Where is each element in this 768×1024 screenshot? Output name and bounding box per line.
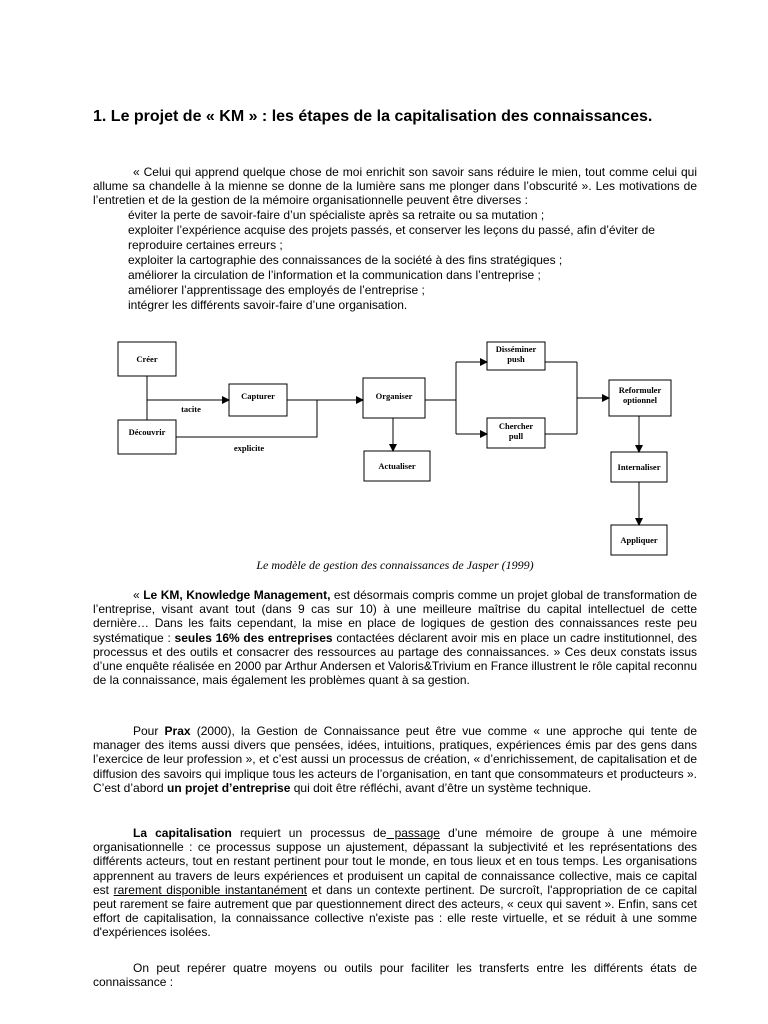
paragraph-capitalisation: [93, 826, 697, 940]
text: requiert un processus de: [231, 826, 387, 840]
intro-paragraph: [93, 165, 697, 208]
node-capturer: Capturer: [241, 391, 275, 401]
edge-label-tacite: tacite: [181, 404, 201, 414]
node-reformuler-1: Reformuler: [618, 385, 662, 395]
text: et dans un contexte pertinent. De surcroît, l'appropriation de ce capital peut rarement se faire autrement que par questionnement direct des acteurs, « ceux qui savent ». Enfin, sans cet effort de capitalisation, la connaissance collective n'existe pas : elle reste virtuelle, et se réduit à une somme d'expériences isolées.: [93, 882, 698, 940]
km-process-diagram: [93, 340, 697, 565]
node-decouvrir-box: [118, 420, 176, 454]
list-item: reproduire certaines erreurs ;: [128, 238, 283, 252]
node-disseminer-2: push: [507, 354, 525, 364]
text: Pour: [133, 724, 165, 738]
text: d’une mémoire de groupe à une mémoire organisationnelle : ce processus suppose un ajustement, dépassant la subjectivité et les représentations des différents acteurs, tout en restant pertinent pour tout le monde, en tous lieux et en tous temps. Les organisations apprennent au travers de leurs expériences et produisent un capital de connaissance collective, mais ce capital est: [93, 826, 697, 897]
node-decouvrir: Découvrir: [128, 427, 166, 437]
list-item: intégrer les différents savoir-faire d’une organisation.: [128, 298, 408, 312]
text: qui doit être réfléchi, avant d’être un système technique.: [290, 780, 592, 795]
intro-quote: « Celui qui apprend quelque chose de moi enrichit son savoir sans réduire le mien, tout comme celui qui allume sa chandelle à la mienne se donne de la lumière sans me plonger dans l’obscurité ». Les motivations de l’entretien et de la gestion de la mémoire organisationnelle peuvent être diverses :: [93, 165, 697, 208]
node-disseminer-1: Disséminer: [495, 344, 537, 354]
bold-capitalisation: La capitalisation: [133, 826, 232, 840]
underline-passage: passage: [386, 826, 440, 840]
node-actualiser: Actualiser: [378, 461, 416, 471]
node-organiser: Organiser: [375, 391, 413, 401]
paragraph-km: [93, 588, 697, 687]
paragraph-prax: [93, 724, 697, 795]
node-appliquer: Appliquer: [620, 535, 658, 545]
text: On peut repérer quatre moyens ou outils pour faciliter les transferts entre les différents états de connaissance :: [93, 961, 697, 990]
quote-open: «: [133, 588, 144, 602]
figure-caption: Le modèle de gestion des connaissances de Jasper (1999): [256, 558, 534, 572]
node-reformuler-2: optionnel: [622, 395, 658, 405]
section-heading: 1. Le projet de « KM » : les étapes de la capitalisation des connaissances.: [93, 108, 653, 125]
edge-label-explicite: explicite: [233, 443, 265, 453]
text: (2000), la Gestion de Connaissance peut être vue comme « une approche qui tente de manager des items aussi divers que pensées, idées, intuitions, pratiques, expériences émis par des gens dans l’exercice de leur profession », et c’est aussi un processus de création, « d’enrichissement, de capitalisation et de diffusion des savoirs qui implique tous les acteurs de l’organisation, en tant que consommateurs et producteurs ». C’est d’abord: [93, 724, 697, 795]
bold-projet-entreprise: un projet d’entreprise: [167, 780, 291, 795]
node-creer: Créer: [136, 354, 158, 364]
list-item: améliorer la circulation de l’information et la communication dans l’entreprise ;: [128, 268, 541, 282]
paragraph-moyens: [93, 961, 697, 989]
list-item: améliorer l’apprentissage des employés de l’entreprise ;: [128, 283, 425, 297]
node-chercher-2: pull: [508, 431, 524, 441]
bold-prax: Prax: [164, 724, 191, 738]
bold-16-percent: seules 16% des entreprises: [174, 630, 333, 645]
underline-rarement: rarement disponible instantanément: [113, 882, 307, 897]
list-item: exploiter l’expérience acquise des projets passés, et conserver les leçons du passé, afin d’éviter de: [128, 223, 655, 237]
list-item: exploiter la cartographie des connaissances de la société à des fins stratégiques ;: [128, 253, 563, 267]
text: contactées déclarent avoir mis en place un cadre institutionnel, des processus et des outils et consacrer des ressources au partage des connaissances. » Ces deux constats issus d’une enquête réalisée en 2000 par Arthur Andersen et Valoris&Trivium en France illustrent le rôle capital reconnu de la connaissance, mais également les problèmes quant à sa gestion.: [93, 630, 697, 688]
bold-km: Le KM, Knowledge Management,: [143, 588, 331, 602]
node-chercher-1: Chercher: [498, 421, 534, 431]
text: est désormais compris comme un projet global de transformation de l’entreprise, visant avant tout (dans 9 cas sur 10) à une meilleure maîtrise du capital intellectuel de cette dernière… Dans les faits cependant, la mise en place de logiques de gestion des connaissances reste peu systématique :: [93, 588, 697, 645]
node-internaliser: Internaliser: [617, 462, 661, 472]
list-item: éviter la perte de savoir-faire d’un spécialiste après sa retraite ou sa mutation ;: [128, 208, 545, 222]
